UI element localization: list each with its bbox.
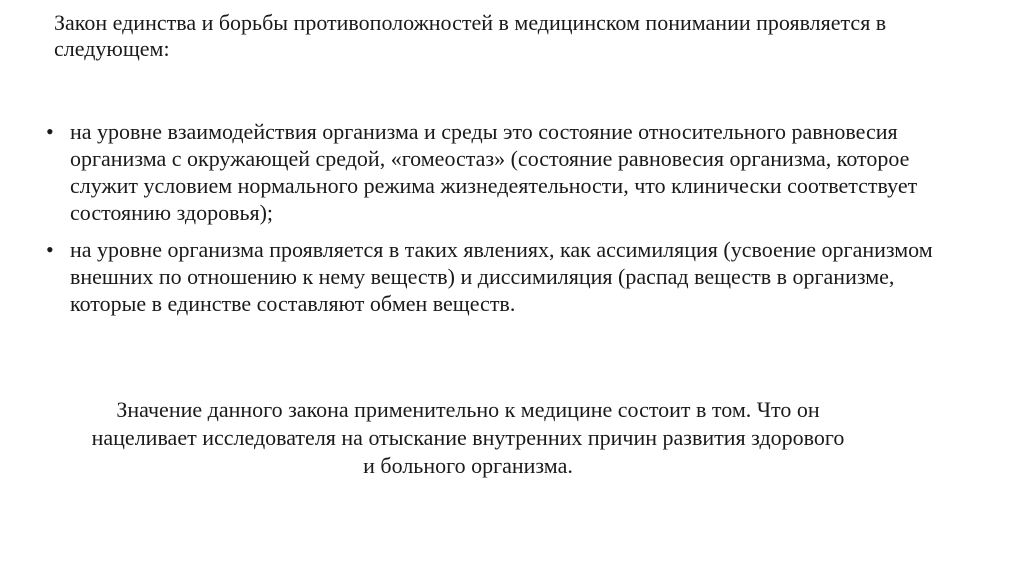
bullet-text: на уровне взаимодействия организма и среды это состояние относительного равновесия организма с окружающей средой, «гомеостаз» (состояние равновесия организма, которое служит условием нормального режима жизнедеятельности, что клинически соответствует состоянию здоровья); xyxy=(70,119,918,225)
conclusion-text: Значение данного закона применительно к медицине состоит в том. Что он нацеливает исследователя на отыскание внутренних причин развития здорового и больного организма. xyxy=(91,397,845,478)
list-item xyxy=(44,236,944,317)
bullet-text: на уровне организма проявляется в таких явлениях, как ассимиляция (усвоение организмом внешних по отношению к нему веществ) и диссимиляция (распад веществ в организме, которые в единстве составляют обмен веществ. xyxy=(70,237,933,316)
bullet-icon: • xyxy=(46,119,54,144)
intro-text: Закон единства и борьбы противоположностей в медицинском понимании проявляется в следующем: xyxy=(54,10,887,61)
bullet-icon: • xyxy=(46,237,54,262)
list-item xyxy=(44,118,944,226)
bullet-list xyxy=(44,118,944,327)
